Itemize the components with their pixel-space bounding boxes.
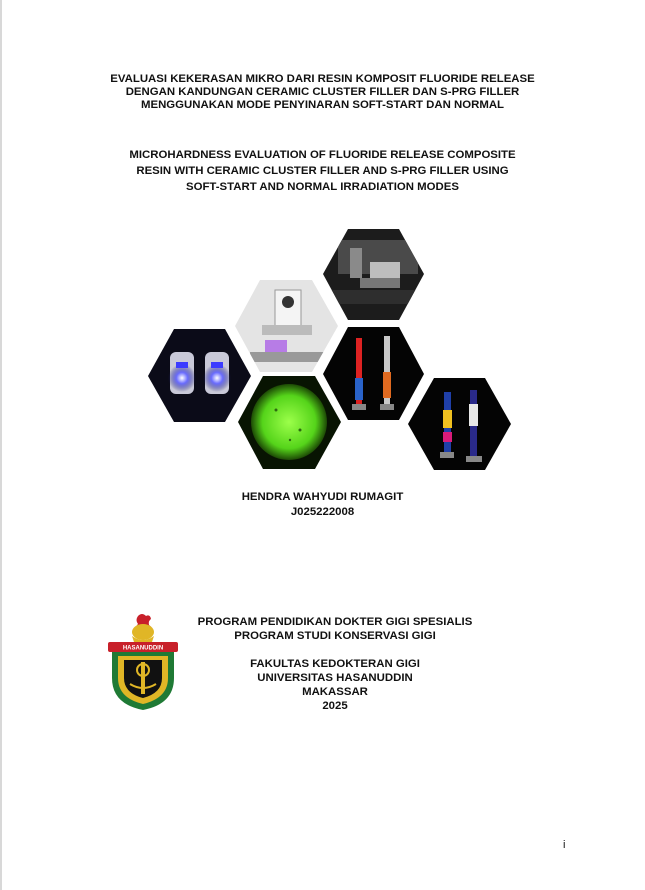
curing-light-devices-photo xyxy=(145,325,255,425)
author-name: HENDRA WAHYUDI RUMAGIT xyxy=(241,491,404,503)
institution-block xyxy=(170,657,500,713)
title-line: DENGAN KANDUNGAN CERAMIC CLUSTER FILLER DAN S-PRG FILLER xyxy=(125,86,520,98)
title-line: EVALUASI KEKERASAN MIKRO DARI RESIN KOMPOSIT FLUORIDE RELEASE xyxy=(110,73,535,85)
author-block xyxy=(0,490,645,520)
author-student-id: J025222008 xyxy=(290,506,355,518)
program-line: PROGRAM STUDI KONSERVASI GIGI xyxy=(234,630,436,642)
page-left-edge xyxy=(0,0,2,890)
title-english xyxy=(0,147,645,195)
page-number: i xyxy=(563,839,566,851)
title-indonesian xyxy=(0,73,645,112)
logo-banner-text: HASANUDDIN xyxy=(122,645,164,652)
composite-syringes-2-photo xyxy=(405,374,515,474)
title-line: MENGGUNAKAN MODE PENYINARAN SOFT-START DAN NORMAL xyxy=(140,99,504,111)
program-line: PROGRAM PENDIDIKAN DOKTER GIGI SPESIALIS xyxy=(197,616,473,628)
faculty-name: FAKULTAS KEDOKTERAN GIGI xyxy=(250,658,420,670)
microscope-photo xyxy=(232,276,342,376)
title-line: SOFT-START AND NORMAL IRRADIATION MODES xyxy=(186,181,459,193)
composite-syringes-photo xyxy=(320,323,430,423)
title-line: RESIN WITH CERAMIC CLUSTER FILLER AND S-PRG FILLER USING xyxy=(136,165,509,177)
year: 2025 xyxy=(322,700,348,712)
program-block xyxy=(170,615,500,643)
title-line: MICROHARDNESS EVALUATION OF FLUORIDE RELEASE COMPOSITE xyxy=(129,149,516,161)
university-name: UNIVERSITAS HASANUDDIN xyxy=(257,672,413,684)
city-name: MAKASSAR xyxy=(302,686,368,698)
hardness-tester-photo xyxy=(320,225,430,325)
green-microscopy-photo xyxy=(235,372,345,472)
